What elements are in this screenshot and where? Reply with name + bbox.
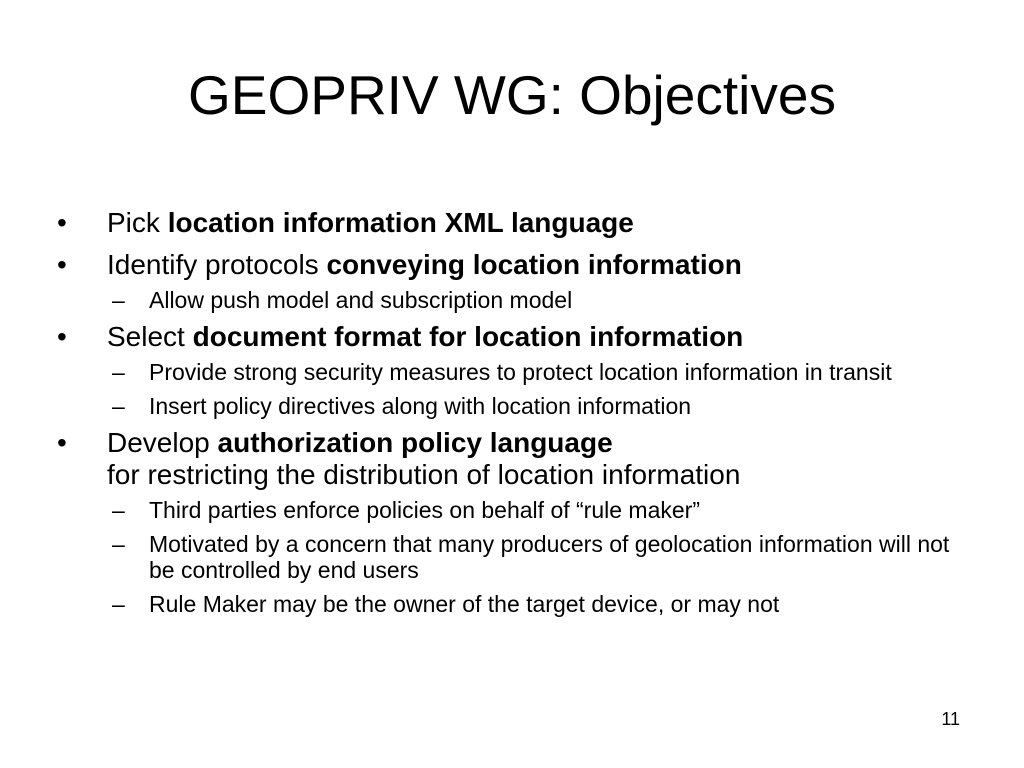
sub-bullet-text: Insert policy directives along with location information (149, 393, 692, 419)
bullet-list (0, 207, 1024, 617)
bullet-text: Identify protocols (107, 249, 327, 280)
bullet-bold-text: authorization policy language (217, 427, 613, 458)
bullet-marker: • (57, 207, 67, 238)
bullet-marker: • (57, 427, 67, 458)
sub-bullet-item (0, 531, 959, 583)
bullet-item (0, 321, 907, 353)
bullet-text: Select (107, 321, 193, 352)
bullet-bold-text: document format for location information (192, 321, 744, 352)
bullet-bold-text: location information XML language (167, 207, 634, 238)
sub-bullet-marker: – (112, 287, 125, 313)
sub-bullet-marker: – (112, 393, 125, 419)
slide-title: GEOPRIV WG: Objectives (188, 64, 836, 126)
sub-bullet-item (0, 287, 959, 313)
sub-bullet-text: Allow push model and subscription model (149, 287, 573, 313)
bullet-text: Develop (107, 427, 218, 458)
bullet-continuation-text: for restricting the distribution of location information (107, 459, 741, 490)
sub-bullet-item (0, 393, 959, 419)
sub-bullet-marker: – (112, 497, 125, 523)
sub-bullet-item (0, 497, 959, 523)
sub-bullet-item (0, 359, 959, 385)
sub-bullet-text: Rule Maker may be the owner of the target device, or may not (149, 591, 780, 617)
sub-bullet-item (0, 591, 959, 617)
bullet-bold-text: conveying location information (326, 249, 742, 280)
sub-bullet-text: Motivated by a concern that many producers of geolocation information will not be controlled by end users (149, 531, 950, 583)
bullet-text: Pick (107, 207, 168, 238)
sub-bullet-text: Provide strong security measures to protect location information in transit (149, 359, 892, 385)
bullet-item (0, 427, 907, 491)
sub-bullet-marker: – (112, 531, 125, 557)
sub-bullet-marker: – (112, 591, 125, 617)
sub-bullet-marker: – (112, 359, 125, 385)
bullet-item (0, 207, 907, 239)
bullet-marker: • (57, 249, 67, 280)
sub-bullet-text: Third parties enforce policies on behalf of “rule maker” (149, 497, 700, 523)
bullet-item (0, 249, 907, 281)
bullet-marker: • (57, 321, 67, 352)
page-number: 11 (941, 709, 960, 729)
